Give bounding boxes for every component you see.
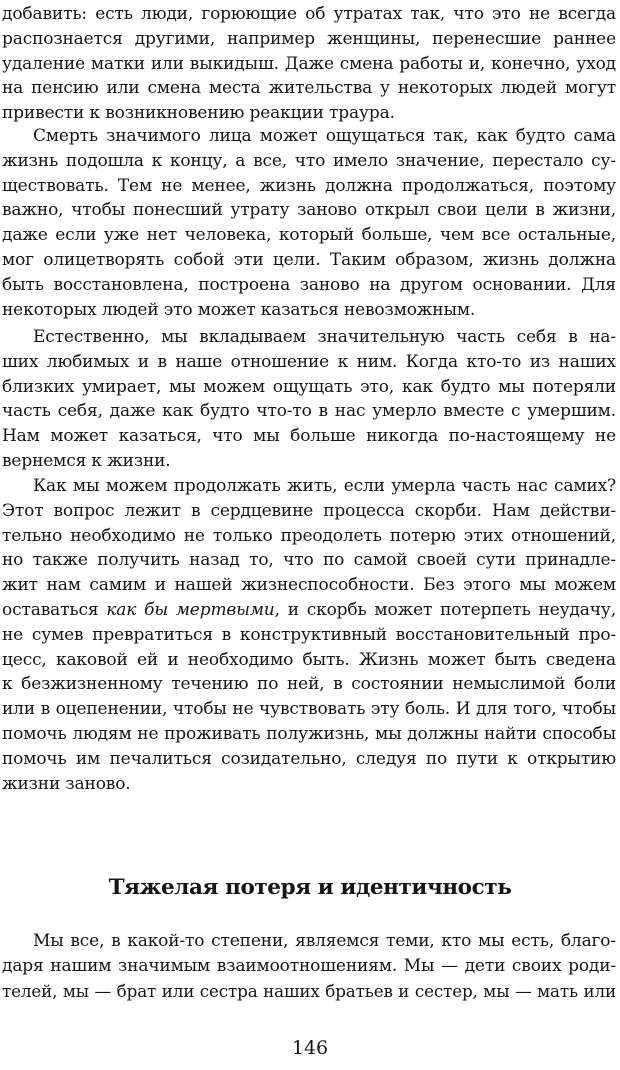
text-line: привести к возникновению реакции траура. <box>2 103 395 124</box>
text-line: Смерть значимого лица может ощущаться так, как будто сама <box>33 126 616 146</box>
text-line: или в оцепенении, чтобы не чувствовать эту боль. И для того, чтобы <box>2 699 616 720</box>
text-line-with-emphasis <box>2 598 616 623</box>
text-line: Как мы можем продолжать жить, если умерла часть нас самих? <box>33 476 616 496</box>
paragraph <box>2 929 616 1003</box>
paragraph <box>2 474 616 796</box>
text-line: часть себя, даже как будто что-то в нас умерло вместе с умершим. <box>2 401 616 422</box>
text-line: тельно необходимо не только преодолеть потерю этих отношений, <box>2 525 616 546</box>
text-line: телей, мы — брат или сестра наших братьев и сестер, мы — мать или <box>2 980 616 1001</box>
text-line: быть восстановлена, построена заново на другом основании. Для <box>2 274 616 295</box>
text-line: ших любимых и в наше отношение к ним. Когда кто-то из наших <box>2 351 616 372</box>
text-line: вернемся к жизни. <box>2 450 171 471</box>
text-line: помочь им печалиться созидательно, следуя по пути к открытию <box>2 748 616 769</box>
text-line: жизнь подошла к концу, а все, что имело значение, перестало су- <box>2 150 616 171</box>
text-line: но также получить назад то, что по самой своей сути принадле- <box>2 550 616 571</box>
text-line: Этот вопрос лежит в сердцевине процесса скорби. Нам действи- <box>2 500 616 521</box>
text-line: даже если уже нет человека, который больше, чем все остальные, <box>2 225 616 246</box>
text-segment: , и скорбь может потерпеть неудачу, <box>274 599 616 620</box>
text-line: распознается другими, например женщины, перенесшие раннее <box>2 28 616 49</box>
text-line: мог олицетворять собой эти цели. Таким образом, жизнь должна <box>2 249 616 270</box>
text-line: некоторых людей это может казаться невозможным. <box>2 299 476 320</box>
text-line: на пенсию или смена места жительства у некоторых людей могут <box>2 78 616 99</box>
paragraph-continued <box>2 2 616 126</box>
text-line: важно, чтобы понесший утрату заново открыл свои цели в жизни, <box>2 200 616 221</box>
paragraph <box>2 124 616 322</box>
text-line: помочь людям не проживать полужизнь, мы должны найти способы <box>2 723 616 744</box>
text-line: удаление матки или выкидыш. Даже смена работы и, конечно, уход <box>2 53 616 74</box>
text-line: добавить: есть люди, горюющие об утратах так, что это не всегда <box>2 4 616 24</box>
paragraph <box>2 325 616 474</box>
text-line: жизни заново. <box>2 773 131 794</box>
text-line: не сумев превратиться в конструктивный восстановительный про- <box>2 624 616 645</box>
text-line: цесс, каковой ей и необходимо быть. Жизнь может быть сведена <box>2 649 616 670</box>
text-line: Естественно, мы вкладываем значительную часть себя в на- <box>33 327 616 347</box>
text-line: к безжизненному течению по ней, в состоянии немыслимой боли <box>2 674 616 695</box>
text-line: даря нашим значимым взаимоотношениям. Мы — дети своих роди- <box>2 955 616 976</box>
text-line: близких умирает, мы можем ощущать это, как будто мы потеряли <box>2 376 616 397</box>
text-line: Мы все, в какой-то степени, являемся теми, кто мы есть, благо- <box>33 931 616 951</box>
italic-emphasis: как бы мертвыми <box>106 599 275 620</box>
page-number: 146 <box>291 1037 329 1059</box>
text-line: жит нам самим и нашей жизнеспособности. Без этого мы можем <box>2 575 616 596</box>
text-segment: оставаться <box>2 599 107 620</box>
section-heading: Тяжелая потеря и идентичность <box>108 875 512 900</box>
text-line: ществовать. Тем не менее, жизнь должна продолжаться, поэтому <box>2 175 616 196</box>
text-line: Нам может казаться, что мы больше никогда по-настоящему не <box>2 426 616 447</box>
